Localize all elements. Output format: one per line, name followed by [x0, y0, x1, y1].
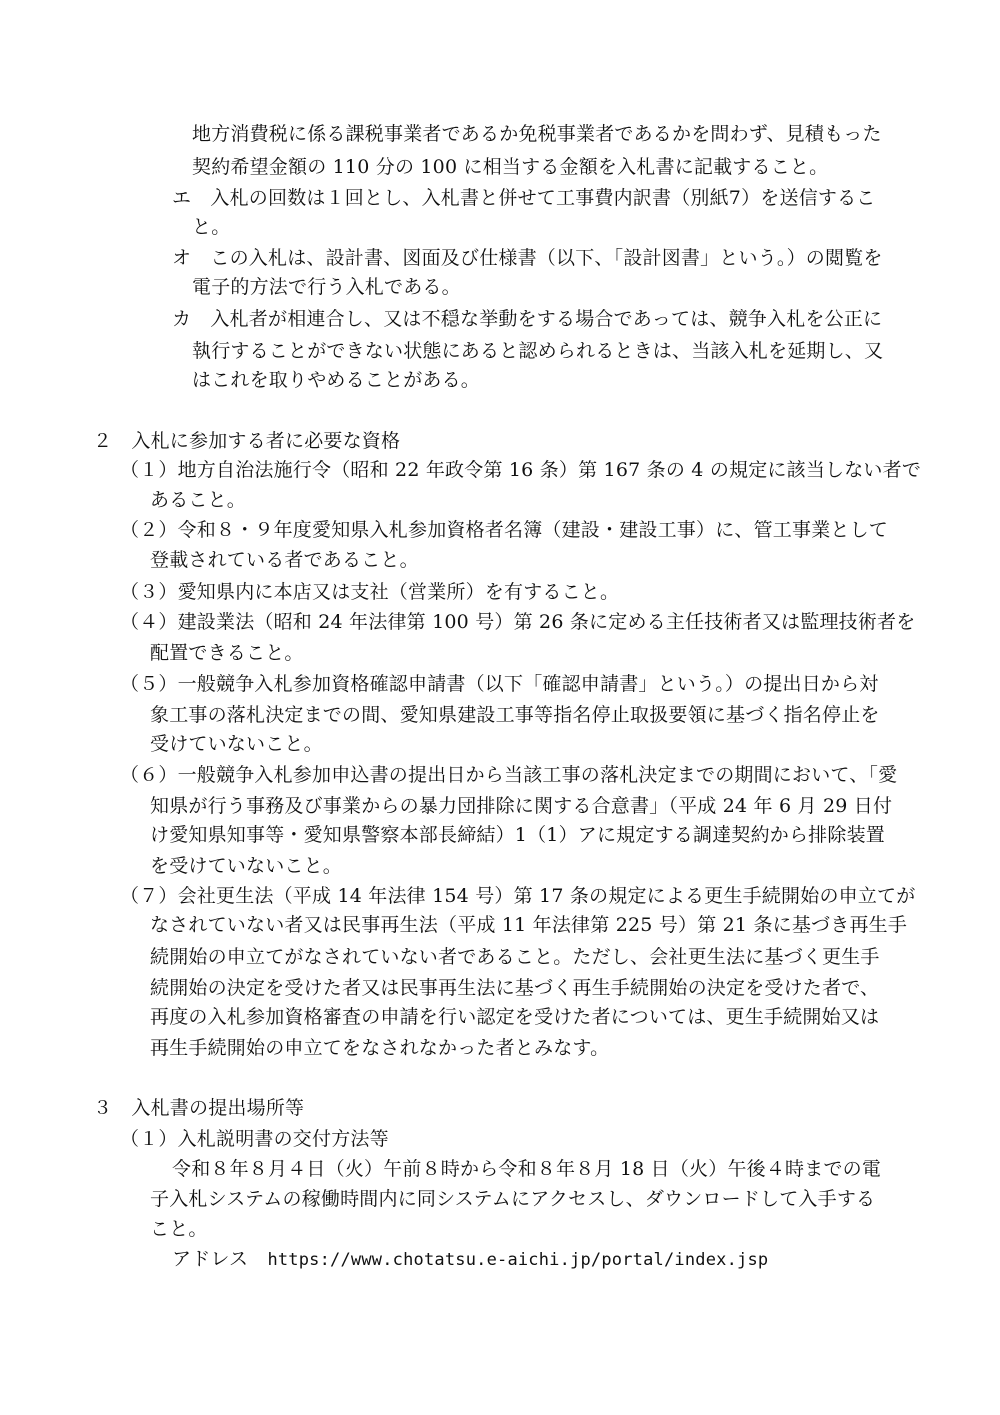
paragraph-line: 登載されている者であること。 [150, 549, 419, 571]
paragraph-line: 象工事の落札決定までの間、愛知県建設工事等指名停止取扱要領に基づく指名停止を [150, 704, 880, 726]
paragraph-line: はこれを取りやめることがある。 [192, 369, 481, 391]
paragraph-line: 続開始の申立てがなされていない者であること。ただし、会社更生法に基づく更生手 [150, 946, 880, 968]
paragraph-line: 再度の入札参加資格審査の申請を行い認定を受けた者については、更生手続開始又は [150, 1006, 880, 1028]
paragraph-line: と。 [192, 216, 231, 238]
paragraph-line: あること。 [150, 489, 247, 511]
paragraph-line: 知県が行う事務及び事業からの暴力団排除に関する合意書」（平成 24 年 6 月 29 日付 [150, 795, 893, 817]
paragraph-line: 令和８年８月４日（火）午前８時から令和８年８月 18 日（火）午後４時までの電 [172, 1158, 882, 1180]
paragraph-line: 再生手続開始の申立てをなされなかった者とみなす。 [150, 1037, 610, 1059]
paragraph-line: なされていない者又は民事再生法（平成 11 年法律第 225 号）第 21 条に基づき再生手 [150, 914, 908, 936]
paragraph-line: 配置できること。 [150, 642, 304, 664]
paragraph-line: 続開始の決定を受けた者又は民事再生法に基づく再生手続開始の決定を受けた者で、 [150, 977, 880, 999]
paragraph-line: 契約希望金額の 110 分の 100 に相当する金額を入札書に記載すること。 [192, 156, 829, 178]
paragraph-line: 受けていないこと。 [150, 733, 323, 755]
address-line [172, 1246, 768, 1272]
paragraph-line: こと。 [150, 1218, 208, 1240]
list-item-2: （２）令和８・９年度愛知県入札参加資格者名簿（建設・建設工事）に、管工事業として [120, 519, 889, 541]
list-item-o: オ この入札は、設計書、図面及び仕様書（以下、「設計図書」という。）の閲覧を [172, 247, 883, 269]
list-item-1: （１）入札説明書の交付方法等 [120, 1128, 389, 1150]
paragraph-line: け愛知県知事等・愛知県警察本部長締結）1（1）アに規定する調達契約から排除装置 [150, 824, 885, 846]
paragraph-line: 執行することができない状態にあると認められるときは、当該入札を延期し、又 [192, 340, 884, 362]
list-item-4: （４）建設業法（昭和 24 年法律第 100 号）第 26 条に定める主任技術者又は監理技術者を [120, 611, 916, 633]
list-item-e: エ 入札の回数は１回とし、入札書と併せて工事費内訳書（別紙7）を送信するこ [172, 187, 876, 209]
address-label: アドレス [172, 1248, 268, 1270]
section-heading-3: ３ 入札書の提出場所等 [93, 1097, 305, 1119]
paragraph-line: 地方消費税に係る課税事業者であるか免税事業者であるかを問わず、見積もった [192, 123, 882, 145]
paragraph-line: 電子的方法で行う入札である。 [192, 276, 461, 298]
section-heading-2: ２ 入札に参加する者に必要な資格 [93, 430, 401, 452]
list-item-1: （１）地方自治法施行令（昭和 22 年政令第 16 条）第 167 条の 4 の規定に該当しない者で [120, 459, 922, 481]
paragraph-line: 子入札システムの稼働時間内に同システムにアクセスし、ダウンロードして入手する [150, 1188, 876, 1210]
address-url[interactable]: https://www.chotatsu.e-aichi.jp/portal/index.jsp [267, 1250, 769, 1270]
paragraph-line: を受けていないこと。 [150, 855, 343, 877]
list-item-5: （５）一般競争入札参加資格確認申請書（以下「確認申請書」という。）の提出日から対 [120, 673, 879, 695]
list-item-7: （７）会社更生法（平成 14 年法律 154 号）第 17 条の規定による更生手続開始の申立てが [120, 885, 916, 907]
list-item-ka: カ 入札者が相連合し、又は不穏な挙動をする場合であっては、競争入札を公正に [172, 308, 883, 330]
list-item-6: （６）一般競争入札参加申込書の提出日から当該工事の落札決定までの期間において、「愛 [120, 764, 898, 786]
list-item-3: （３）愛知県内に本店又は支社（営業所）を有すること。 [120, 581, 620, 603]
